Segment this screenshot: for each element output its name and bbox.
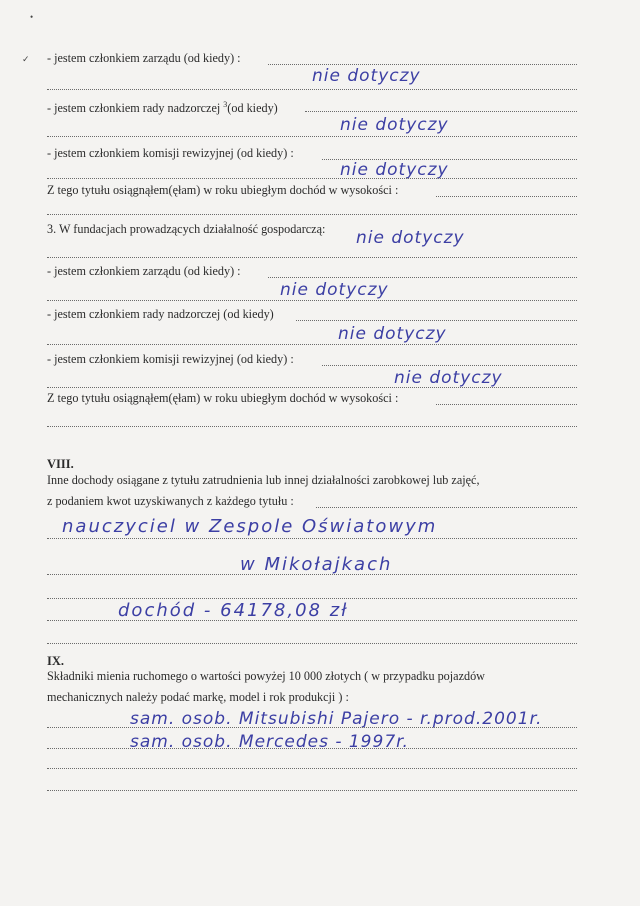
fill-line <box>47 214 577 215</box>
foundation-audit-label: - jestem członkiem komisji rewizyjnej (od kiedy) : <box>47 352 294 366</box>
foundation-supervisory-line <box>47 307 577 321</box>
handwritten-answer: nie dotyczy <box>280 280 389 300</box>
section-ix-text <box>47 669 577 683</box>
fill-line <box>47 538 577 539</box>
fill-line <box>47 387 577 388</box>
fill-line <box>47 178 577 179</box>
income-label: Z tego tytułu osiągnąłem(ęłam) w roku ubiegłym dochód w wysokości : <box>47 183 399 197</box>
fill-line <box>268 277 577 278</box>
foundation-board-label: - jestem członkiem zarządu (od kiedy) : <box>47 264 241 278</box>
fill-line <box>47 426 577 427</box>
handwritten-answer: nie dotyczy <box>312 66 421 86</box>
handwritten-answer: nie dotyczy <box>356 228 465 248</box>
section-viii-line1: Inne dochody osiągane z tytułu zatrudnienia lub innej działalności zarobkowej lub zajęć, <box>47 473 480 487</box>
supervisory-board-line <box>47 98 577 115</box>
fill-line <box>47 344 577 345</box>
section-ix-line1: Składniki mienia ruchomego o wartości powyżej 10 000 złotych ( w przypadku pojazdów <box>47 669 485 683</box>
board-member-label: - jestem członkiem zarządu (od kiedy) : <box>47 51 241 65</box>
fill-line <box>47 257 577 258</box>
foundations-line <box>47 222 577 236</box>
handwritten-answer: nie dotyczy <box>340 160 449 180</box>
audit-committee-line <box>47 146 577 160</box>
foundation-board-line <box>47 264 577 278</box>
fill-line <box>436 196 577 197</box>
section-viii-text <box>47 494 577 508</box>
fill-line <box>47 598 577 599</box>
fill-line <box>47 136 577 137</box>
foundation-audit-line <box>47 352 577 366</box>
section-ix-line2: mechanicznych należy podać markę, model i rok produkcji ) : <box>47 690 349 704</box>
handwritten-answer: w Mikołajkach <box>240 554 393 575</box>
scan-mark: ✓ <box>22 54 30 64</box>
foundations-label: 3. W fundacjach prowadzących działalność gospodarczą: <box>47 222 326 236</box>
fill-line <box>47 768 577 769</box>
foundation-income-label: Z tego tytułu osiągnąłem(ęłam) w roku ubiegłym dochód w wysokości : <box>47 391 399 405</box>
board-member-line <box>47 51 577 65</box>
section-viii-heading: VIII. <box>47 457 74 471</box>
footnote-mark: 3 <box>223 100 228 109</box>
fill-line <box>47 300 577 301</box>
handwritten-answer: dochód - 64178,08 zł <box>118 600 349 621</box>
foundation-supervisory-label: - jestem członkiem rady nadzorczej (od kiedy) <box>47 307 274 321</box>
fill-line <box>296 320 577 321</box>
fill-line <box>322 365 577 366</box>
handwritten-answer: nauczyciel w Zespole Oświatowym <box>62 516 438 537</box>
fill-line <box>47 727 577 728</box>
fill-line <box>47 89 577 90</box>
fill-line <box>268 64 577 65</box>
fill-line <box>47 748 577 749</box>
section-ix-text <box>47 690 577 704</box>
scan-mark: • <box>30 12 34 22</box>
handwritten-answer: nie dotyczy <box>394 368 503 388</box>
audit-committee-label: - jestem członkiem komisji rewizyjnej (od kiedy) : <box>47 146 294 160</box>
fill-line <box>47 643 577 644</box>
fill-line <box>316 507 577 508</box>
section-viii-line2: z podaniem kwot uzyskiwanych z każdego tytułu : <box>47 494 294 508</box>
handwritten-answer: nie dotyczy <box>338 324 447 344</box>
fill-line <box>47 790 577 791</box>
section-ix-heading: IX. <box>47 654 65 668</box>
fill-line <box>47 574 577 575</box>
handwritten-answer: nie dotyczy <box>340 115 449 135</box>
section-viii-text <box>47 473 577 487</box>
fill-line <box>305 111 577 112</box>
fill-line <box>436 404 577 405</box>
income-line <box>47 183 577 197</box>
handwritten-answer: sam. osob. Mitsubishi Pajero - r.prod.2001r. <box>130 709 543 729</box>
supervisory-board-when: (od kiedy) <box>227 101 278 116</box>
fill-line <box>47 620 577 621</box>
handwritten-answer: sam. osob. Mercedes - 1997r. <box>130 732 409 752</box>
supervisory-board-label: - jestem członkiem rady nadzorczej <box>47 101 221 116</box>
foundation-income-line <box>47 391 577 405</box>
